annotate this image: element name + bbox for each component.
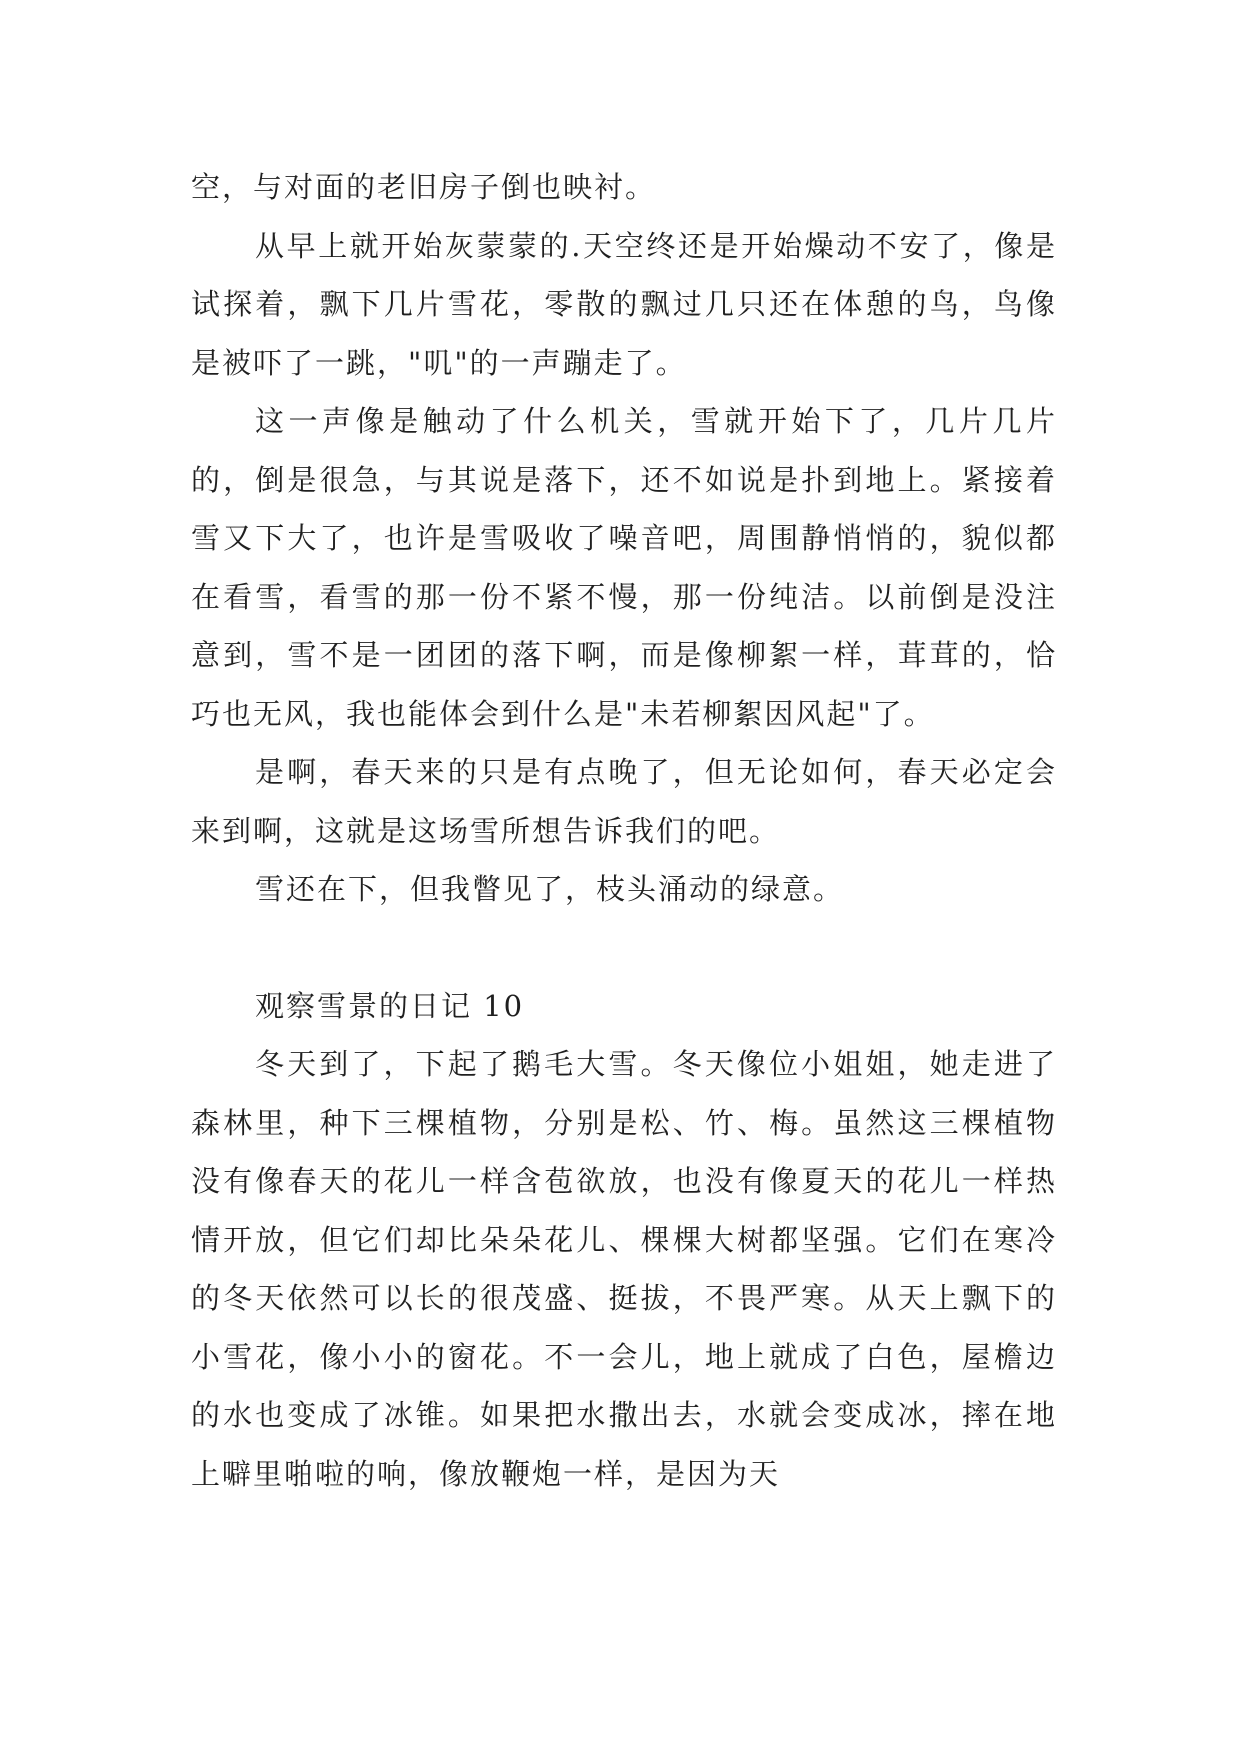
paragraph-continuation: 空，与对面的老旧房子倒也映衬。: [191, 170, 657, 204]
paragraph-spring-late: 是啊，春天来的只是有点晚了，但无论如何，春天必定会来到啊，这就是这场雪所想告诉我们的吧。: [191, 755, 1057, 848]
section-spacer: [191, 919, 1057, 977]
paragraph-winter-arrives: 冬天到了，下起了鹅毛大雪。冬天像位小姐姐，她走进了森林里，种下三棵植物，分别是松、竹、梅。虽然这三棵植物没有像春天的花儿一样含苞欲放，也没有像夏天的花儿一样热情开放，但它们却比朵朵花儿、棵棵大树都坚强。它们在寒冷的冬天依然可以长的很茂盛、挺拔，不畏严寒。从天上飘下的小雪花，像小小的窗花。不一会儿，地上就成了白色，屋檐边的水也变成了冰锥。如果把水撒出去，水就会变成冰，摔在地上噼里啪啦的响，像放鞭炮一样，是因为天: [191, 1047, 1057, 1491]
paragraph-green-buds: 雪还在下，但我瞥见了，枝头涌动的绿意。: [255, 872, 845, 906]
section-title: 观察雪景的日记 10: [255, 988, 525, 1023]
document-body: [191, 158, 1057, 1503]
paragraph-morning-sky: 从早上就开始灰蒙蒙的.天空终还是开始燥动不安了，像是试探着，飘下几片雪花，零散的飘过几只还在体憩的鸟，鸟像是被吓了一跳，"叽"的一声蹦走了。: [191, 228, 1057, 380]
paragraph-snow-begins: 这一声像是触动了什么机关，雪就开始下了，几片几片的，倒是很急，与其说是落下，还不如说是扑到地上。紧接着雪又下大了，也许是雪吸收了噪音吧，周围静悄悄的，貌似都在看雪，看雪的那一份不紧不慢，那一份纯洁。以前倒是没注意到，雪不是一团团的落下啊，而是像柳絮一样，茸茸的，恰巧也无风，我也能体会到什么是"未若柳絮因风起"了。: [191, 404, 1057, 731]
